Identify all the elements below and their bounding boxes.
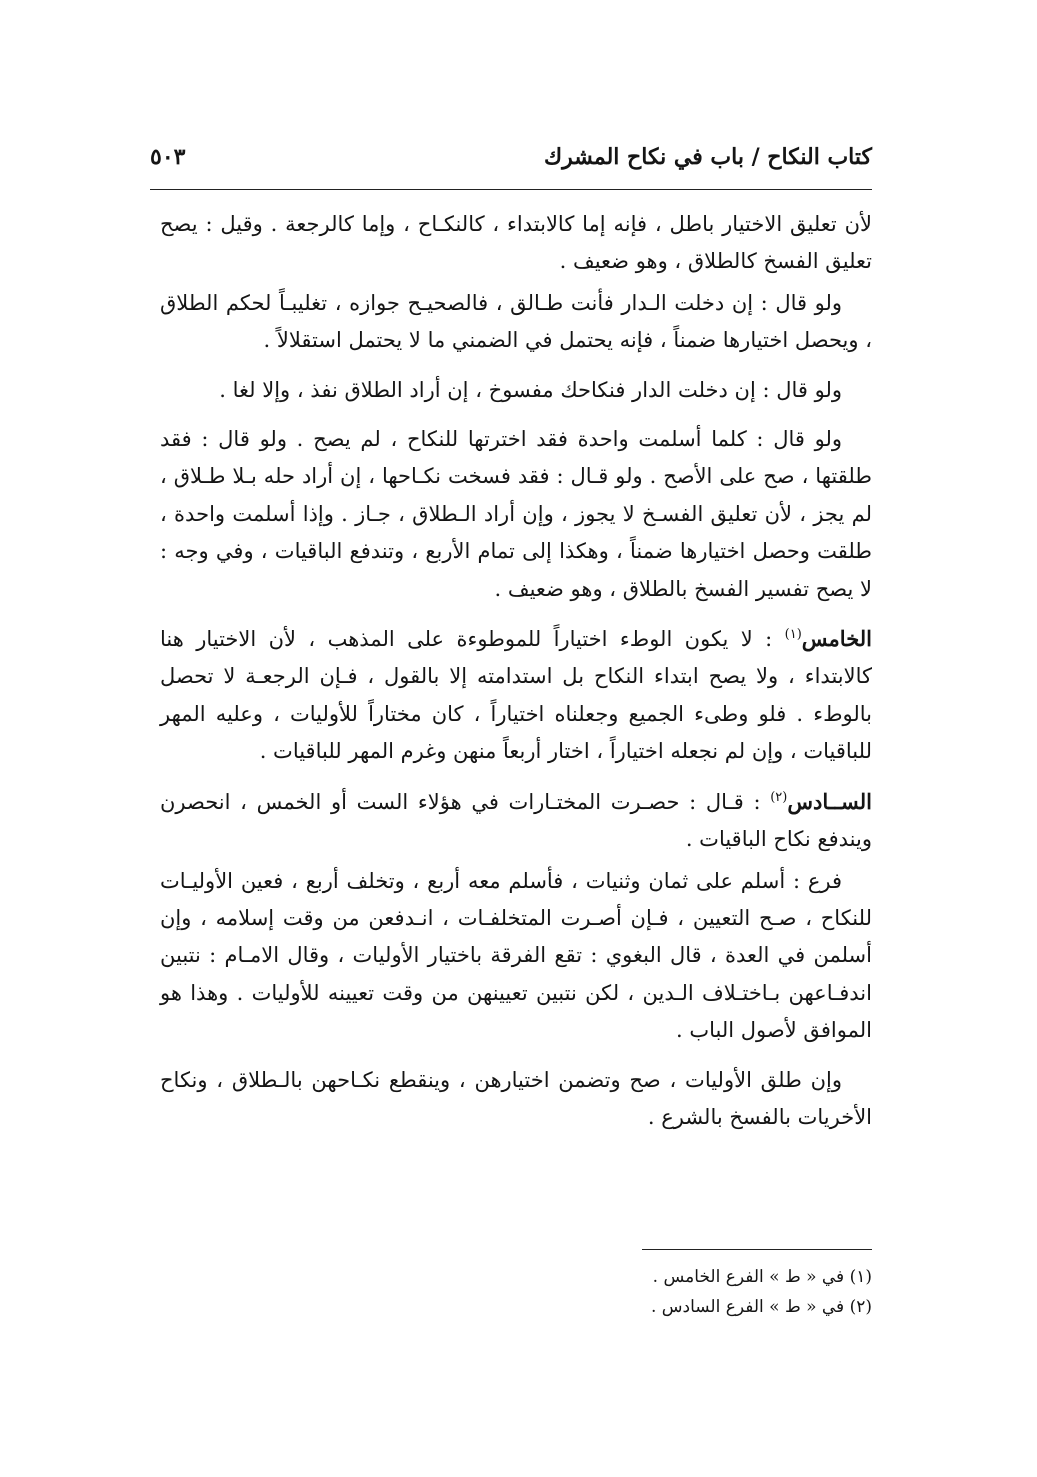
running-header: [150, 140, 872, 184]
paragraph: [160, 206, 872, 281]
paragraph-text: وإن طلق الأوليات ، صح وتضمن اختيارهن ، وينقطع نكـاحهن بالـطلاق ، ونكاح الأخريات بالفسخ بالشرع .: [160, 1067, 872, 1129]
paragraph-sixth: [160, 783, 872, 859]
section-lead: الخامس: [801, 626, 872, 652]
paragraph-text: ولو قال : إن دخلت الـدار فأنت طـالق ، فالصحيـح جوازه ، تغليبـاً لحكم الطلاق ، ويحصل اختيارها ضمناً ، فإنه يحتمل في الضمني ما لا يحتمل استقلالاً .: [160, 290, 872, 353]
paragraph-fifth: [160, 620, 872, 771]
footnotes: [500, 1262, 872, 1322]
paragraph-branch: [160, 863, 872, 1050]
section-lead: الســادس: [787, 788, 872, 814]
page-number: ٥٠٣: [150, 144, 186, 170]
paragraph-text: : لا يكون الوطء اختياراً للموطوءة على المذهب ، لأن الاختيار هنا كالابتداء ، ولا يصح ابتداء النكاح بل استدامته إلا بالقول ، فـإن الرجعـة لا تحصل بالوطء . فلو وطىء الجميع وجعلناه اختياراً ، كان مختاراً للأوليات ، وعليه المهر للباقيات ، وإن لم نجعله اختياراً ، اختار أربعاً منهن وغرم المهر للباقيات .: [160, 627, 872, 764]
paragraph: [160, 285, 872, 360]
header-title: كتاب النكاح / باب في نكاح المشرك: [543, 144, 872, 170]
footnote-marker: (٢): [770, 789, 788, 805]
header-divider: [150, 189, 872, 190]
paragraph: [160, 421, 872, 608]
footnote-divider: [642, 1249, 872, 1250]
paragraph-text: ولو قال : إن دخلت الدار فنكاحك مفسوخ ، إن أراد الطلاق نفذ ، وإلا لغا .: [219, 377, 842, 402]
footnote-marker: (١): [784, 627, 802, 643]
footnote: (٢) في « ط » الفرع السادس .: [650, 1297, 872, 1317]
main-text: [160, 206, 872, 1148]
paragraph-text: فرع : أسلم على ثمان وثنيات ، فأسلم معه أربع ، وتخلف أربع ، فعين الأوليـات للنكاح ، صـح التعيين ، فـإن أصـرت المتخلفـات ، انـدفعن من وقت إسلامه ، وإن أسلمن في العدة ، قال البغوي : تقع الفرقة باختيار الأوليات ، وقال الامـام : نتبين اندفـاعهن بـاختـلاف الـدين ، لكن نتبين تعيينهن من وقت تعيينه للأوليات . وهذا هو الموافق لأصول الباب .: [160, 868, 872, 1043]
paragraph: [160, 1062, 872, 1137]
paragraph-text: لأن تعليق الاختيار باطل ، فإنه إما كالابتداء ، كالنكـاح ، وإما كالرجعة . وقيل : يصح تعليق الفسخ كالطلاق ، وهو ضعيف .: [160, 212, 872, 274]
paragraph-text: ولو قال : كلما أسلمت واحدة فقد اخترتها للنكاح ، لم يصح . ولو قال : فقد طلقتها ، صح على الأصح . ولو قـال : فقد فسخت نكـاحها ، إن أراد حله بـلا طـلاق ، لم يجز ، لأن تعليق الفسـخ لا يجوز ، وإن أراد الـطلاق ، جـاز . وإذا أسلمت واحدة ، طلقت وحصل اختيارها ضمناً ، وهكذا إلى تمام الأربع ، وتندفع الباقيات ، وفي وجه : لا يصح تفسير الفسخ بالطلاق ، وهو ضعيف .: [160, 427, 872, 601]
paragraph-text: : قـال : حصـرت المختـارات في هؤلاء الست أو الخمس ، انحصرن ويندفع نكاح الباقيات .: [160, 789, 872, 852]
paragraph: [160, 372, 872, 409]
footnote: (١) في « ط » الفرع الخامس .: [652, 1267, 872, 1287]
